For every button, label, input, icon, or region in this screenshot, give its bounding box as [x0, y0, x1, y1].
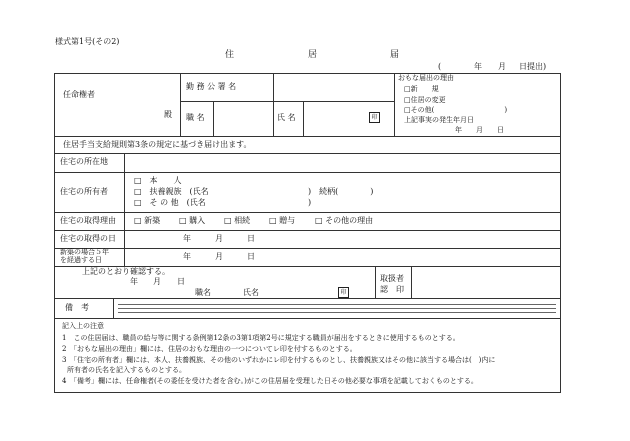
occurrence-date: 年 月 日 — [455, 126, 504, 134]
new-build-month: 月 — [215, 252, 223, 261]
note-3: 3 「住宅の所有者」欄には、本人、扶養親族、その他のいずれかにレ印を付するものとし、扶養親族又はその他に該当する場合は( )内に — [62, 356, 496, 364]
note-3-cont: 所有者の氏名を記入するものとする。 — [67, 366, 186, 374]
confirm-text: 上記のとおり確認する。 — [82, 267, 170, 276]
acquisition-date-day: 日 — [247, 234, 255, 243]
new-build-label-2: を経過する日 — [60, 256, 102, 264]
appointer-label: 任命権者 — [63, 90, 95, 99]
occurrence-label: 上記事実の発生年月日 — [404, 116, 474, 124]
confirm-month: 月 — [153, 277, 161, 286]
reason-other: □その他( ) — [404, 106, 508, 114]
position-label: 職 名 — [186, 113, 205, 122]
confirm-position: 職名 — [195, 288, 211, 297]
new-build-day: 日 — [247, 252, 255, 261]
owner-other-close: ) — [308, 198, 312, 207]
submit-date-day: 日提出) — [519, 62, 547, 71]
owner-option-other: □ そ の 他 (氏名 — [134, 198, 206, 207]
appointer-seal: 印 — [369, 112, 380, 123]
reason-change: □住居の変更 — [404, 96, 446, 104]
confirm-name: 氏名 — [243, 288, 259, 297]
owner-label: 住宅の所有者 — [60, 187, 108, 196]
new-build-year: 年 — [183, 252, 191, 261]
name-label: 氏 名 — [277, 113, 296, 122]
remarks-label: 備 考 — [65, 303, 89, 312]
acquisition-label: 住宅の取得理由 — [60, 216, 116, 225]
notes-heading: 記入上の注意 — [62, 322, 104, 330]
owner-option-dependent: □ 扶養親族 (氏名 — [134, 187, 209, 196]
note-1: 1 この住居届は、職員の給与等に関する条例第12条の3第1項第2号に規定する職員が届出をするときに使用するものとする。 — [62, 334, 460, 342]
note-4: 4 「備考」欄には、任命権者(その委任を受けた者を含む。)がこの住居届を受理した日その他必要な事項を記載しておくものとする。 — [62, 377, 478, 385]
confirm-year: 年 — [130, 277, 138, 286]
note-2: 2 「おもな届出の理由」欄には、住居のおもな理由の一つについてレ印を付するものとする。 — [62, 345, 357, 353]
confirm-seal: 印 — [338, 287, 349, 298]
reason-new: □新 規 — [404, 85, 439, 93]
owner-dependent-relation: ) 続柄( ) — [308, 187, 374, 196]
new-build-label-1: 新築の場合５年 — [60, 248, 109, 256]
location-label: 住宅の所在地 — [60, 157, 108, 166]
acquisition-date-year: 年 — [183, 234, 191, 243]
acquisition-option-purchase: □ 購入 — [179, 216, 206, 225]
submit-date-month: 月 — [498, 62, 506, 71]
form-number: 様式第1号(その2) — [55, 37, 120, 46]
workplace-label: 勤 務 公 署 名 — [186, 82, 237, 91]
acquisition-option-inherit: □ 相続 — [224, 216, 251, 225]
form-title-char-2: 居 — [308, 50, 318, 60]
statement-text: 住居手当支給規則第3条の規定に基づき届け出ます。 — [63, 140, 252, 149]
acquisition-option-gift: □ 贈与 — [269, 216, 296, 225]
form-title-char-1: 住 — [225, 50, 235, 60]
acquisition-option-new: □ 新築 — [134, 216, 161, 225]
handler-label: 取扱者 — [380, 274, 404, 283]
confirm-day: 日 — [177, 277, 185, 286]
acquisition-date-month: 月 — [215, 234, 223, 243]
approval-label: 認 印 — [380, 285, 404, 294]
form-title-char-3: 届 — [390, 50, 400, 60]
reasons-heading: おもな届出の理由 — [398, 74, 454, 82]
submit-date-open: ( — [438, 62, 442, 71]
appointer-honorific: 殿 — [164, 110, 172, 119]
acquisition-option-other: □ その他の理由 — [315, 216, 374, 225]
owner-option-self: □ 本 人 — [134, 176, 182, 185]
submit-date-year: 年 — [474, 62, 482, 71]
acquisition-date-label: 住宅の取得の日 — [60, 234, 116, 243]
